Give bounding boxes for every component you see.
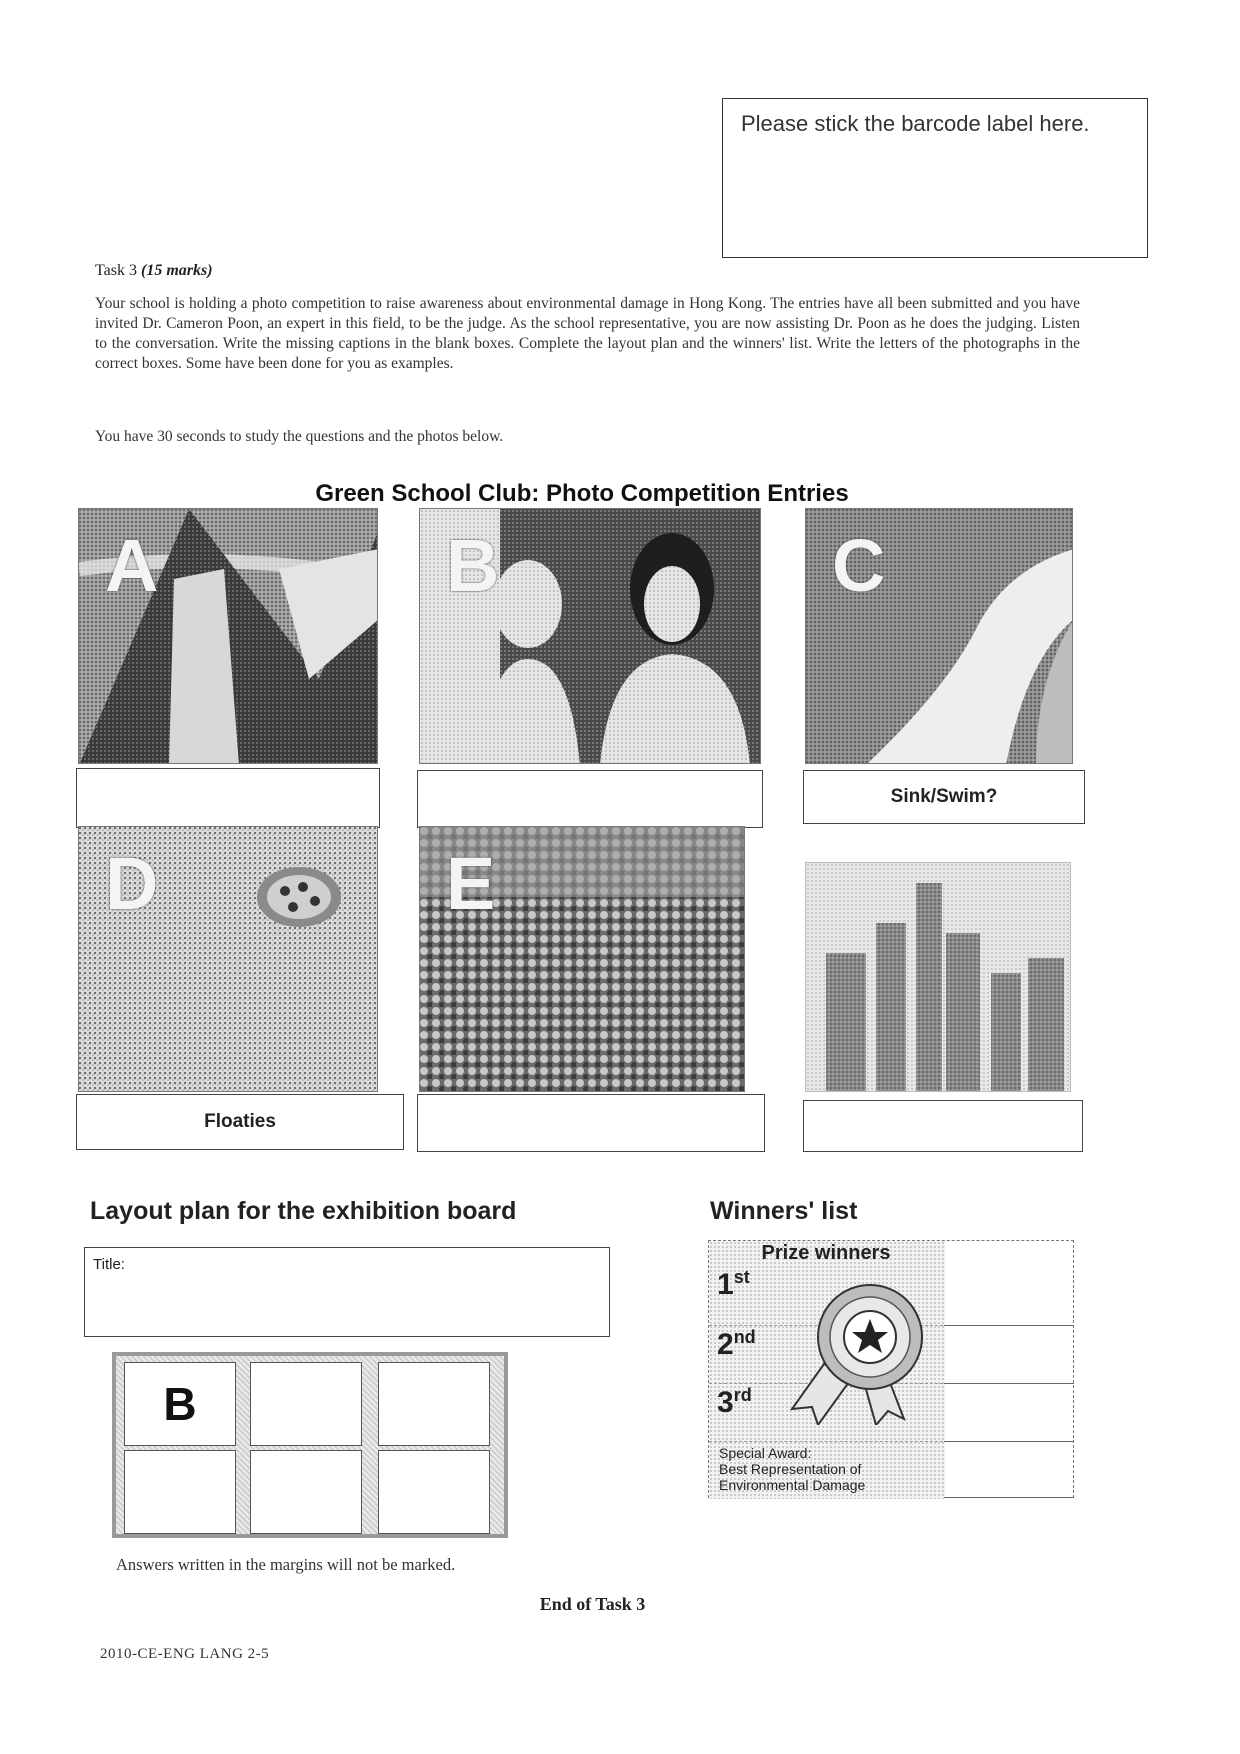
first-place-answer[interactable] bbox=[944, 1325, 1074, 1326]
grid-cell-5[interactable] bbox=[250, 1450, 362, 1534]
prize-table-title: Prize winners bbox=[761, 1242, 891, 1264]
third-place-answer[interactable] bbox=[944, 1441, 1074, 1442]
layout-plan-heading: Layout plan for the exhibition board bbox=[90, 1197, 517, 1225]
caption-box-e[interactable] bbox=[417, 1094, 765, 1152]
grid-cell-4[interactable] bbox=[124, 1450, 236, 1534]
photo-letter-b: B bbox=[446, 524, 500, 607]
photo-e bbox=[419, 826, 745, 1092]
grid-cell-6[interactable] bbox=[378, 1450, 490, 1534]
layout-title-box[interactable] bbox=[84, 1247, 610, 1337]
end-of-task: End of Task 3 bbox=[539, 1594, 646, 1614]
task-instructions: Your school is holding a photo competition to raise awareness about environmental damage in Hong Kong. The entries have all been submitted and you have invited Dr. Cameron Poon, an expert in this field, to be the judge. As the school representative, you are now assisting Dr. Poon as he does the judging. Listen to the conversation. Write the missing captions in the blank boxes. Complete the layout plan and the winners' list. Write the letters of the photographs in the correct boxes. Some have been done for you as examples. bbox=[95, 295, 1080, 372]
photo-d bbox=[78, 826, 378, 1092]
paper-code: 2010-CE-ENG LANG 2-5 bbox=[100, 1646, 270, 1662]
special-award-answer[interactable] bbox=[944, 1497, 1074, 1498]
grid-cell-1: B bbox=[124, 1362, 236, 1446]
photo-letter-a: A bbox=[105, 524, 159, 607]
photo-f-image bbox=[806, 863, 1071, 1092]
caption-box-f[interactable] bbox=[803, 1100, 1083, 1152]
caption-box-b[interactable] bbox=[417, 770, 763, 828]
photo-letter-d: D bbox=[105, 842, 159, 925]
photo-letter-e: E bbox=[446, 842, 496, 925]
entries-title: Green School Club: Photo Competition Entries bbox=[315, 480, 849, 507]
row-divider bbox=[709, 1441, 943, 1442]
exhibition-board-grid bbox=[112, 1352, 508, 1538]
photo-b bbox=[419, 508, 761, 764]
task-heading bbox=[95, 262, 213, 280]
special-award-label: Special Award: Best Representation of Environmental Damage bbox=[719, 1445, 866, 1493]
barcode-notice: Please stick the barcode label here. bbox=[741, 111, 1090, 136]
task-title: Task 3 bbox=[95, 262, 137, 279]
task-marks: (15 marks) bbox=[140, 262, 213, 279]
caption-box-a[interactable] bbox=[76, 768, 380, 828]
third-place-label: 3rd bbox=[717, 1385, 752, 1419]
photo-a bbox=[78, 508, 378, 764]
winners-list-heading: Winners' list bbox=[710, 1197, 858, 1225]
barcode-label-box bbox=[722, 98, 1148, 258]
rosette-ribbon-icon bbox=[784, 1279, 944, 1425]
grid-cell-2[interactable] bbox=[250, 1362, 362, 1446]
second-place-label: 2nd bbox=[717, 1327, 756, 1361]
photo-c bbox=[805, 508, 1073, 764]
second-place-answer[interactable] bbox=[944, 1383, 1074, 1384]
photo-f bbox=[805, 862, 1071, 1092]
title-label: Title: bbox=[93, 1256, 125, 1273]
answers-note: Answers written in the margins will not be marked. bbox=[116, 1555, 456, 1574]
photo-letter-c: C bbox=[832, 524, 886, 607]
first-place-label: 1st bbox=[717, 1267, 750, 1301]
prize-winners-table bbox=[708, 1240, 1074, 1498]
caption-box-d: Floaties bbox=[76, 1094, 404, 1150]
study-note: You have 30 seconds to study the questions and the photos below. bbox=[95, 428, 504, 445]
caption-box-c: Sink/Swim? bbox=[803, 770, 1085, 824]
grid-cell-3[interactable] bbox=[378, 1362, 490, 1446]
